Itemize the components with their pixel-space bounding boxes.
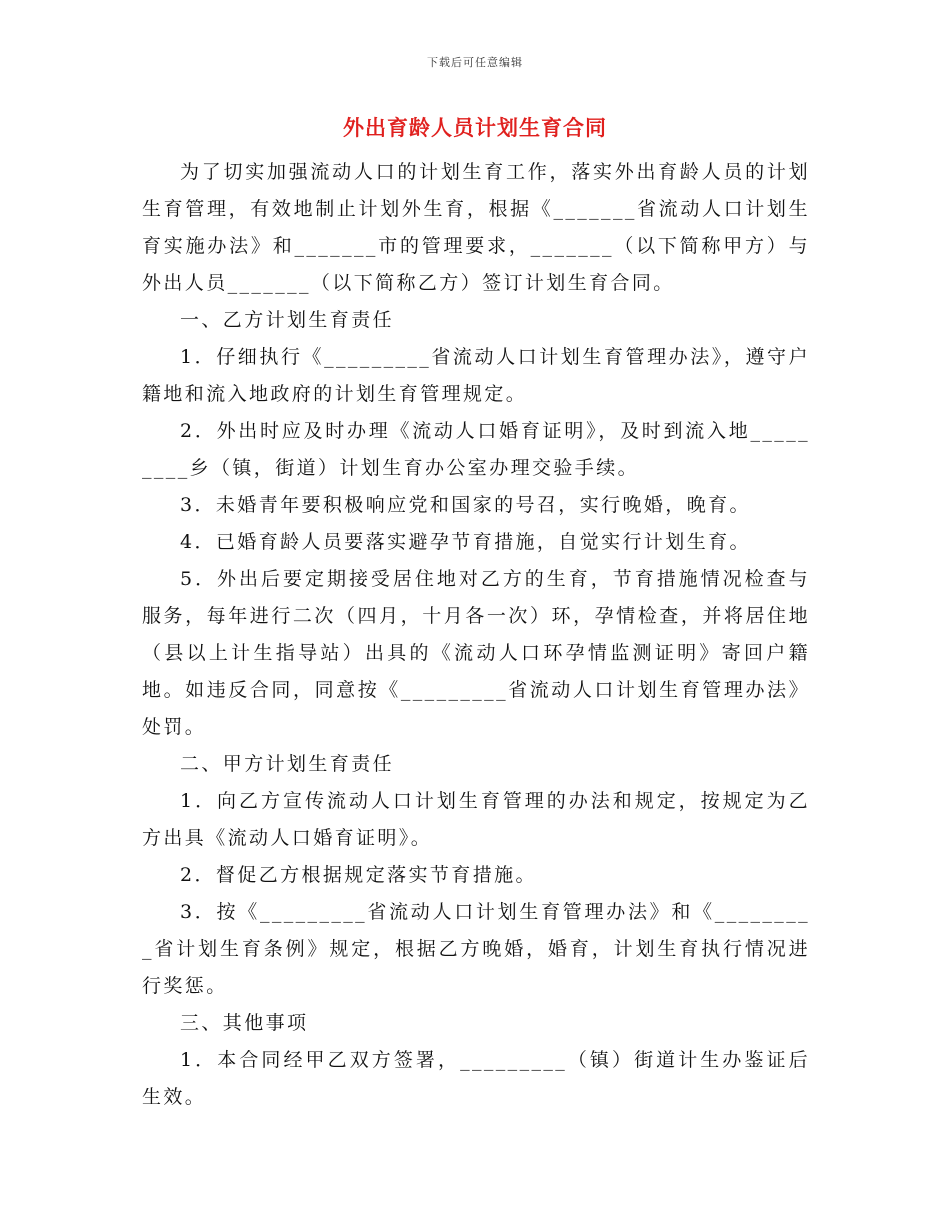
clause-paragraph: 3．按《_________省流动人口计划生育管理办法》和《_________省计划生育条例》规定，根据乙方晚婚，婚育，计划生育执行情况进行奖惩。 [142, 901, 810, 997]
clause-paragraph: 1．仔细执行《_________省流动人口计划生育管理办法》，遵守户籍地和流入地政府的计划生育管理规定。 [142, 346, 810, 405]
clause-paragraph: 3．未婚青年要积极响应党和国家的号召，实行晚婚，晚育。 [180, 494, 751, 516]
clause-paragraph: 1．向乙方宣传流动人口计划生育管理的办法和规定，按规定为乙方出具《流动人口婚育证明》。 [142, 790, 810, 849]
section-heading-party-b: 一、乙方计划生育责任 [180, 309, 395, 331]
document-title: 外出育龄人员计划生育合同 [343, 115, 607, 140]
section-heading-party-a: 二、甲方计划生育责任 [180, 753, 395, 775]
clause-paragraph: 1．本合同经甲乙双方签署，_________（镇）街道计生办鉴证后生效。 [142, 1049, 810, 1108]
clause-paragraph: 2．外出时应及时办理《流动人口婚育证明》，及时到流入地_________乡（镇，街道）计划生育办公室办理交验手续。 [142, 420, 810, 479]
header-note: 下载后可任意编辑 [427, 56, 523, 69]
clause-paragraph: 2．督促乙方根据规定落实节育措施。 [180, 864, 537, 886]
clause-paragraph: 4．已婚育龄人员要落实避孕节育措施，自觉实行计划生育。 [180, 531, 751, 553]
clause-paragraph: 5．外出后要定期接受居住地对乙方的生育，节育措施情况检查与服务，每年进行二次（四月，十月各一次）环，孕情检查，并将居住地（县以上计生指导站）出具的《流动人口环孕情监测证明》寄回户籍地。如违反合同，同意按《_________省流动人口计划生育管理办法》处罚。 [142, 568, 810, 738]
document-body [142, 154, 810, 1116]
intro-paragraph: 为了切实加强流动人口的计划生育工作，落实外出育龄人员的计划生育管理，有效地制止计划外生育，根据《_______省流动人口计划生育实施办法》和_______市的管理要求，_______（以下简称甲方）与外出人员_______（以下简称乙方）签订计划生育合同。 [142, 161, 810, 294]
section-heading-other: 三、其他事项 [180, 1012, 309, 1034]
